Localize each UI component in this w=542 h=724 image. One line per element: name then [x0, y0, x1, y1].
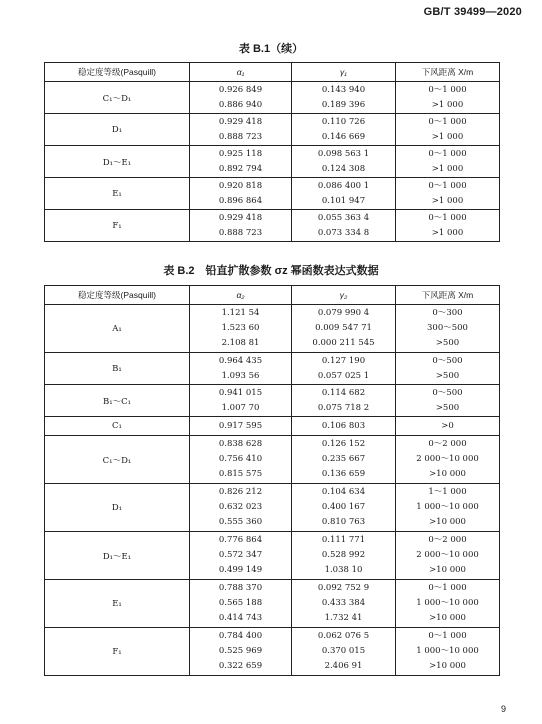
- stability-class-cell: D₁: [45, 114, 190, 146]
- gamma-value: 0.086 400 1: [317, 180, 370, 191]
- table-row: [45, 114, 500, 146]
- gamma-cell: [292, 210, 396, 242]
- alpha-value: 1.007 70: [221, 402, 260, 413]
- alpha-value: 0.964 435: [218, 355, 263, 366]
- col-header-alpha: α₁: [190, 63, 292, 82]
- dist-value: >10 000: [429, 517, 466, 527]
- gamma-cell: [292, 178, 396, 210]
- gamma-value: 0.092 752 9: [317, 583, 370, 593]
- dist-value: 0～1 000: [428, 148, 467, 159]
- stability-class-cell: D₁: [45, 484, 190, 532]
- gamma-value: 0.370 015: [321, 646, 366, 656]
- dist-value: >1 000: [431, 163, 464, 174]
- alpha-value: 0.892 794: [218, 163, 263, 174]
- stability-class-cell: C₁～D₁: [45, 82, 190, 114]
- dist-value: >10 000: [429, 661, 466, 671]
- alpha-value: 1.523 60: [221, 323, 260, 333]
- dist-value: 1～1 000: [428, 487, 467, 497]
- gamma-value: 0.098 563 1: [317, 148, 370, 159]
- alpha-cell: [190, 436, 292, 484]
- gamma-cell: [292, 353, 396, 385]
- alpha-value: 0.788 370: [218, 583, 263, 593]
- gamma-value: 0.104 634: [321, 487, 366, 497]
- alpha-value: 0.926 849: [218, 84, 263, 95]
- gamma-value: 0.114 682: [321, 387, 366, 398]
- stability-class-cell: F₁: [45, 628, 190, 676]
- alpha-value: 0.322 659: [218, 661, 263, 671]
- col-header-gamma: γ₁: [292, 63, 396, 82]
- alpha-cell: [190, 628, 292, 676]
- gamma-value: 0.079 990 4: [317, 308, 370, 318]
- table-row: [45, 436, 500, 484]
- alpha-value: 0.632 023: [218, 502, 263, 512]
- gamma-cell: [292, 385, 396, 417]
- dist-cell: [396, 436, 500, 484]
- alpha-value: 2.108 81: [221, 338, 260, 348]
- gamma-cell: [292, 436, 396, 484]
- dist-cell: [396, 114, 500, 146]
- alpha-value: 0.929 418: [218, 116, 263, 127]
- gamma-value: 0.235 667: [321, 454, 366, 464]
- gamma-cell: [292, 114, 396, 146]
- dist-value: >1 000: [431, 227, 464, 238]
- alpha-cell: [190, 580, 292, 628]
- alpha-value: 0.572 347: [218, 550, 263, 560]
- table-row: [45, 178, 500, 210]
- dist-value: >10 000: [429, 613, 466, 623]
- dist-value: >10 000: [429, 565, 466, 575]
- dist-value: 0～300: [432, 308, 463, 318]
- gamma-value: 0.189 396: [321, 99, 366, 110]
- col-header-alpha: α₂: [190, 286, 292, 305]
- alpha-cell: [190, 532, 292, 580]
- gamma-cell: [292, 580, 396, 628]
- gamma-value: 0.009 547 71: [315, 323, 372, 333]
- table-row: [45, 484, 500, 532]
- alpha-value: 0.784 400: [218, 631, 263, 641]
- dist-value: 0～1 000: [428, 180, 467, 191]
- gamma-value: 2.406 91: [324, 661, 363, 671]
- alpha-cell: [190, 82, 292, 114]
- table-b1-caption: 表 B.1（续）: [238, 43, 304, 55]
- col-header-gamma: γ₂: [292, 286, 396, 305]
- alpha-value: 0.941 015: [218, 387, 263, 398]
- alpha-value: 0.499 149: [218, 565, 263, 575]
- gamma-value: 0.106 803: [321, 420, 366, 431]
- alpha-value: 1.093 56: [221, 370, 260, 381]
- table-row: [45, 146, 500, 178]
- stability-class-cell: E₁: [45, 178, 190, 210]
- dist-value: >500: [435, 338, 460, 348]
- dist-value: 0～500: [432, 387, 463, 398]
- stability-class-cell: A₁: [45, 305, 190, 353]
- dist-cell: [396, 146, 500, 178]
- dist-value: 0～2 000: [428, 439, 467, 449]
- alpha-value: 1.121 54: [221, 308, 260, 318]
- dist-cell: [396, 484, 500, 532]
- dist-cell: [396, 417, 500, 436]
- alpha-value: 0.888 723: [218, 131, 263, 142]
- gamma-value: 0.000 211 545: [312, 338, 375, 348]
- dist-value: >500: [435, 370, 460, 381]
- dist-value: 300～500: [427, 323, 468, 333]
- dist-value: 1 000～10 000: [416, 502, 479, 512]
- dist-value: >1 000: [431, 131, 464, 142]
- dist-cell: [396, 580, 500, 628]
- stability-class-cell: F₁: [45, 210, 190, 242]
- gamma-value: 0.101 947: [321, 195, 366, 206]
- stability-class-cell: D₁～E₁: [45, 146, 190, 178]
- table-row: [45, 580, 500, 628]
- alpha-cell: [190, 385, 292, 417]
- gamma-value: 0.528 992: [321, 550, 366, 560]
- gamma-value: 0.400 167: [321, 502, 366, 512]
- gamma-value: 0.111 771: [321, 535, 366, 545]
- dist-value: >1 000: [431, 195, 464, 206]
- gamma-value: 1.732 41: [324, 613, 363, 623]
- table-row: [45, 628, 500, 676]
- gamma-value: 0.127 190: [321, 355, 366, 366]
- dist-value: >1 000: [431, 99, 464, 110]
- dist-value: 0～1 000: [428, 631, 467, 641]
- alpha-value: 0.886 940: [218, 99, 263, 110]
- table-row: [45, 532, 500, 580]
- stability-class-cell: B₁～C₁: [45, 385, 190, 417]
- stability-class-cell: D₁～E₁: [45, 532, 190, 580]
- gamma-cell: [292, 146, 396, 178]
- gamma-value: 0.055 363 4: [317, 212, 370, 223]
- col-header-stability: 稳定度等级(Pasquill): [45, 286, 190, 305]
- table-row: [45, 82, 500, 114]
- alpha-value: 0.929 418: [218, 212, 263, 223]
- alpha-value: 0.888 723: [218, 227, 263, 238]
- gamma-value: 0.433 384: [321, 598, 366, 608]
- stability-class-cell: C₁～D₁: [45, 436, 190, 484]
- alpha-value: 0.838 628: [218, 439, 263, 449]
- gamma-value: 0.810 763: [321, 517, 366, 527]
- gamma-value: 0.057 025 1: [317, 370, 370, 381]
- dist-cell: [396, 178, 500, 210]
- gamma-value: 0.143 940: [321, 84, 366, 95]
- dist-cell: [396, 210, 500, 242]
- alpha-cell: [190, 353, 292, 385]
- table-row: [45, 385, 500, 417]
- alpha-value: 0.525 969: [218, 646, 263, 656]
- dist-value: 1 000～10 000: [416, 598, 479, 608]
- gamma-value: 1.038 10: [324, 565, 363, 575]
- gamma-cell: [292, 628, 396, 676]
- standard-code: GB/T 39499—2020: [423, 6, 522, 18]
- gamma-value: 0.075 718 2: [317, 402, 370, 413]
- dist-value: 2 000～10 000: [416, 454, 479, 464]
- dist-value: 0～1 000: [428, 84, 467, 95]
- gamma-cell: [292, 417, 396, 436]
- alpha-value: 0.776 864: [218, 535, 263, 545]
- gamma-cell: [292, 82, 396, 114]
- alpha-value: 0.414 743: [218, 613, 263, 623]
- dist-cell: [396, 82, 500, 114]
- stability-class-cell: C₁: [45, 417, 190, 436]
- dist-value: 0～500: [432, 355, 463, 366]
- gamma-cell: [292, 484, 396, 532]
- alpha-value: 0.756 410: [218, 454, 263, 464]
- alpha-value: 0.565 188: [218, 598, 263, 608]
- table-row: [45, 305, 500, 353]
- table-b1: [44, 62, 500, 242]
- alpha-value: 0.555 360: [218, 517, 263, 527]
- gamma-cell: [292, 532, 396, 580]
- gamma-cell: [292, 305, 396, 353]
- gamma-value: 0.110 726: [321, 116, 366, 127]
- dist-value: 1 000～10 000: [416, 646, 479, 656]
- table-row: [45, 353, 500, 385]
- alpha-cell: [190, 484, 292, 532]
- stability-class-cell: B₁: [45, 353, 190, 385]
- dist-cell: [396, 353, 500, 385]
- dist-value: 0～1 000: [428, 212, 467, 223]
- gamma-value: 0.126 152: [321, 439, 366, 449]
- col-header-distance: 下风距离 X/m: [396, 286, 500, 305]
- alpha-value: 0.896 864: [218, 195, 263, 206]
- alpha-cell: [190, 305, 292, 353]
- gamma-value: 0.136 659: [321, 469, 366, 479]
- gamma-value: 0.146 669: [321, 131, 366, 142]
- dist-cell: [396, 305, 500, 353]
- dist-cell: [396, 385, 500, 417]
- alpha-value: 0.826 212: [218, 487, 263, 497]
- table-row: [45, 210, 500, 242]
- alpha-value: 0.920 818: [218, 180, 263, 191]
- alpha-cell: [190, 114, 292, 146]
- dist-value: >10 000: [429, 469, 466, 479]
- page-number: 9: [500, 704, 506, 714]
- dist-value: 0～1 000: [428, 583, 467, 593]
- gamma-value: 0.073 334 8: [317, 227, 370, 238]
- gamma-value: 0.124 308: [321, 163, 366, 174]
- dist-value: 2 000～10 000: [416, 550, 479, 560]
- dist-value: 0～2 000: [428, 535, 467, 545]
- dist-cell: [396, 628, 500, 676]
- table-b2: [44, 285, 500, 676]
- dist-value: 0～1 000: [428, 116, 467, 127]
- alpha-cell: [190, 210, 292, 242]
- table-b2-caption: 表 B.2 铅直扩散参数 σz 幂函数表达式数据: [163, 265, 379, 277]
- alpha-cell: [190, 417, 292, 436]
- stability-class-cell: E₁: [45, 580, 190, 628]
- col-header-stability: 稳定度等级(Pasquill): [45, 63, 190, 82]
- dist-cell: [396, 532, 500, 580]
- alpha-cell: [190, 146, 292, 178]
- dist-value: >0: [441, 420, 454, 431]
- dist-value: >500: [435, 402, 460, 413]
- alpha-cell: [190, 178, 292, 210]
- gamma-value: 0.062 076 5: [317, 631, 370, 641]
- alpha-value: 0.815 575: [218, 469, 263, 479]
- alpha-value: 0.917 595: [218, 420, 263, 431]
- table-row: [45, 417, 500, 436]
- col-header-distance: 下风距离 X/m: [396, 63, 500, 82]
- alpha-value: 0.925 118: [218, 148, 263, 159]
